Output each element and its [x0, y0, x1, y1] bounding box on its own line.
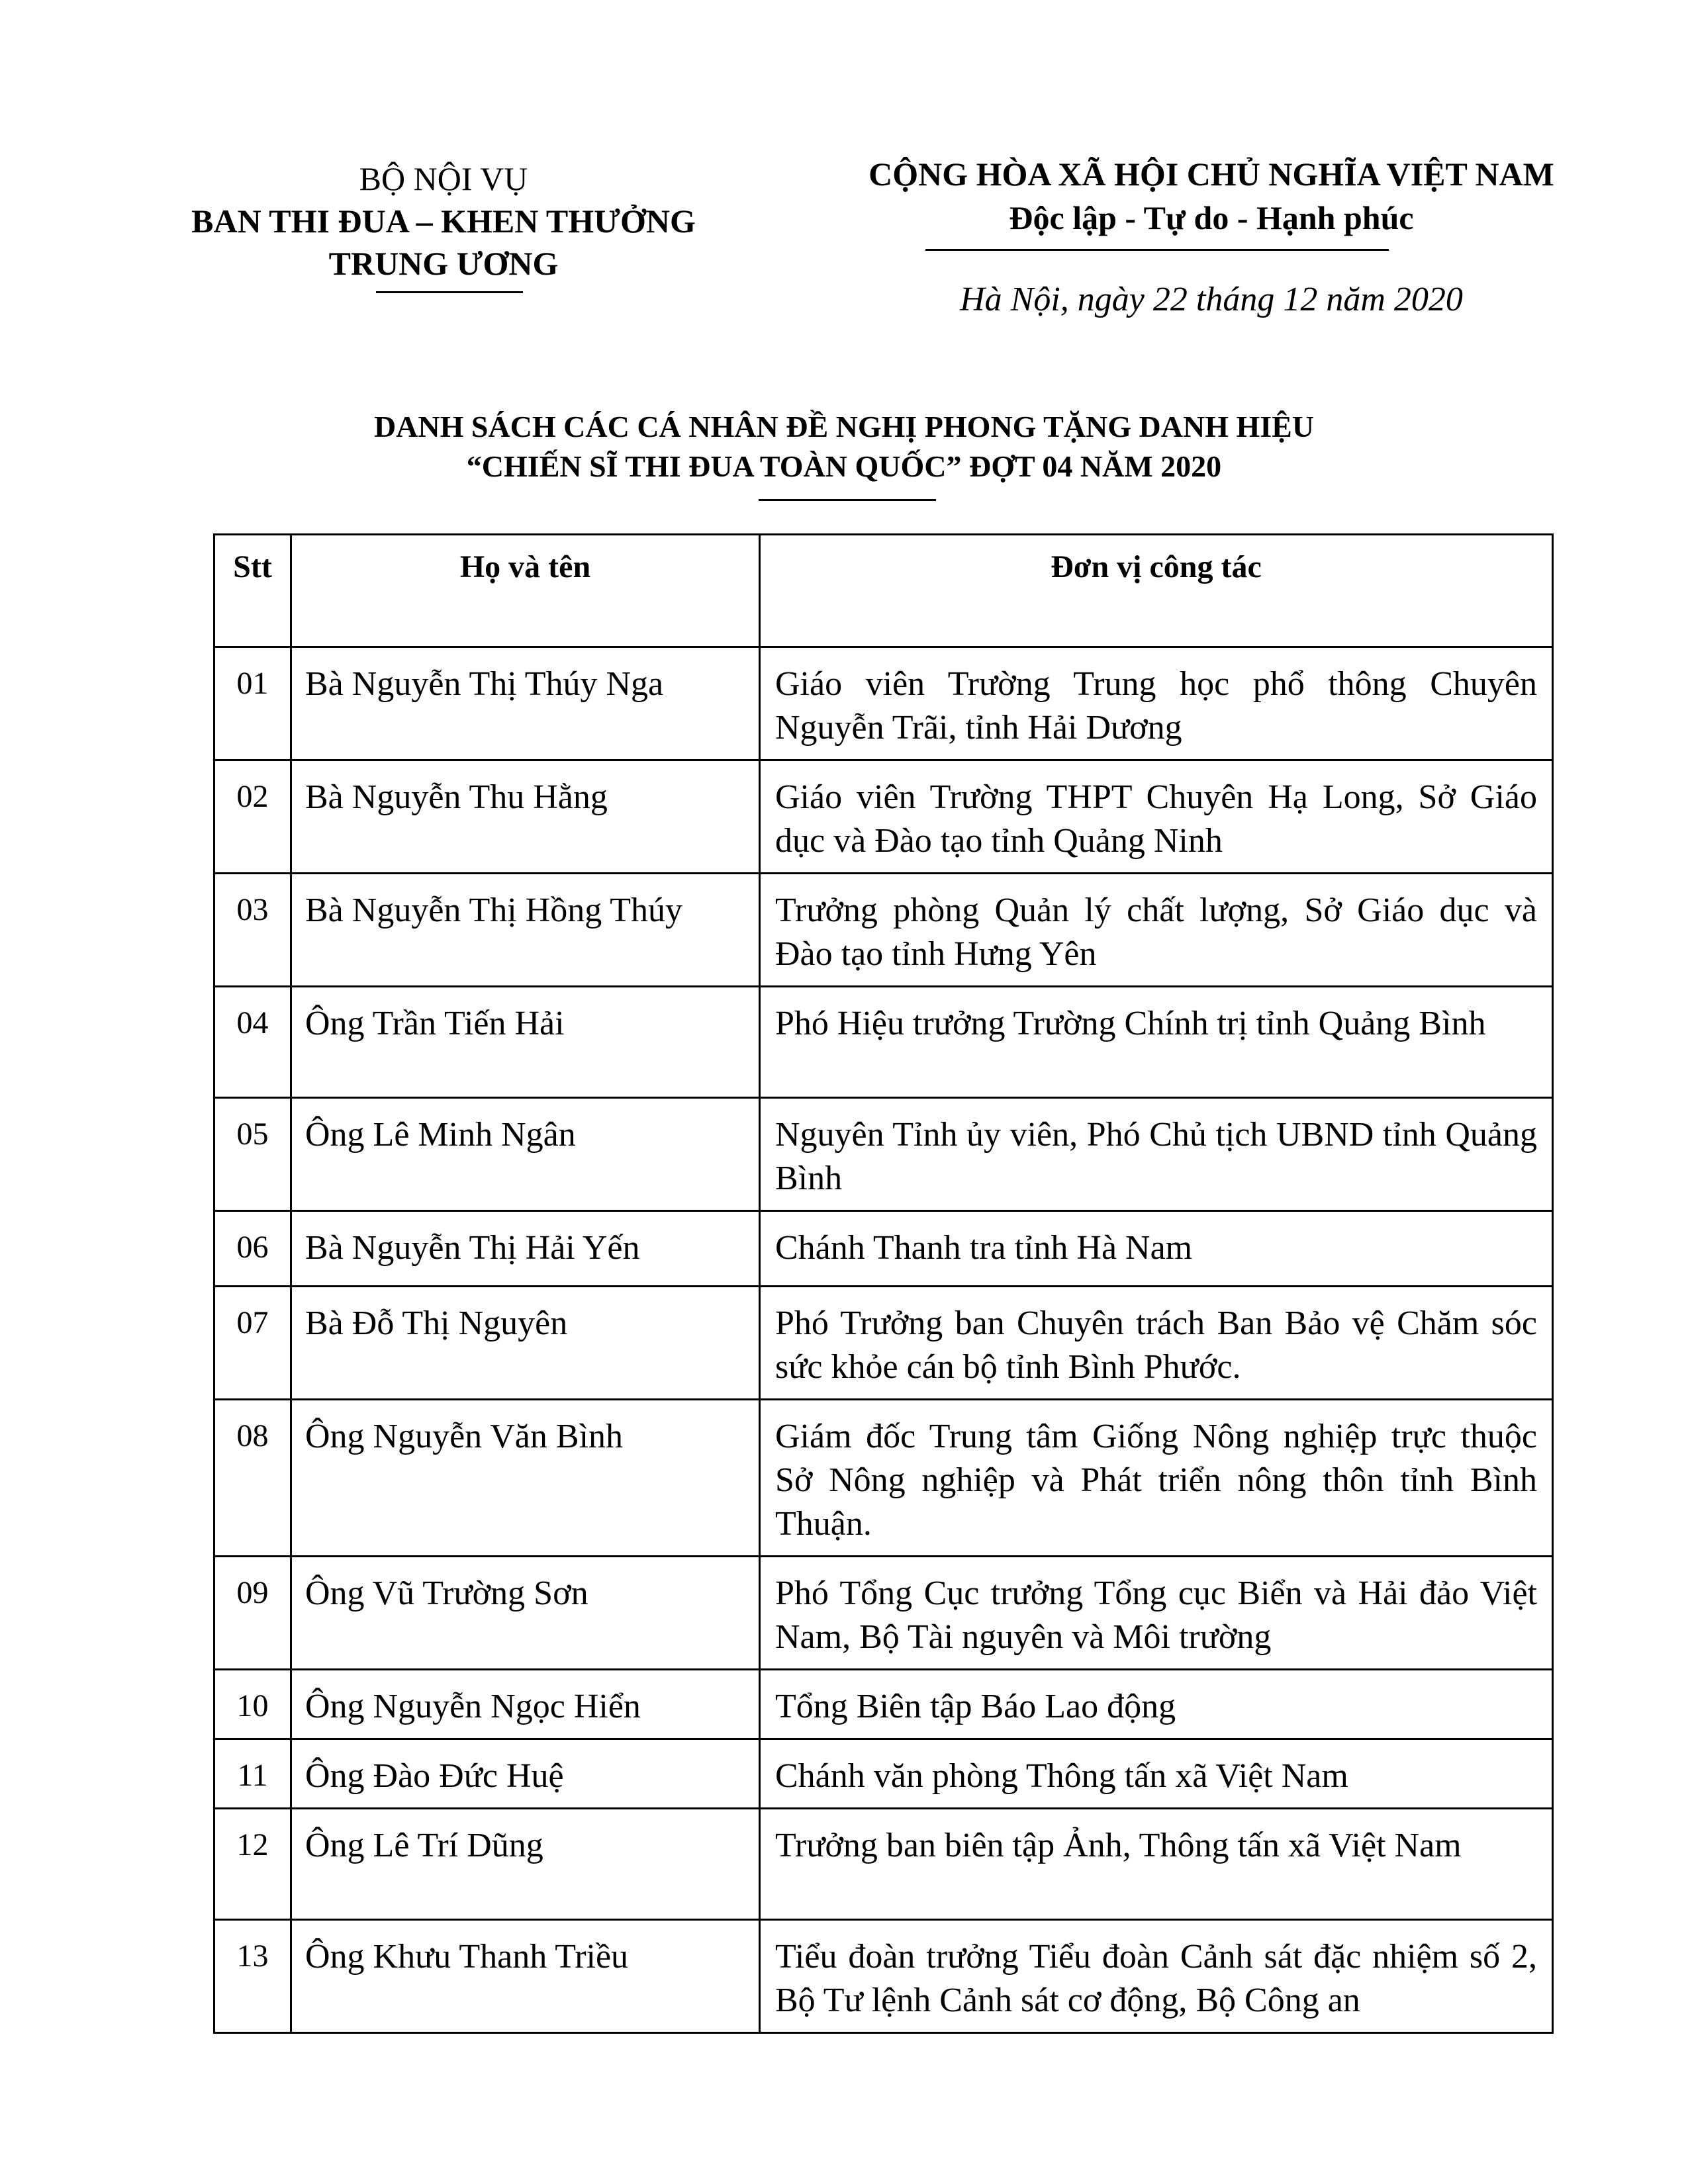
title-line1: DANH SÁCH CÁC CÁ NHÂN ĐỀ NGHỊ PHONG TẶNG DANH HIỆU: [373, 410, 1315, 443]
board-name-line1: BAN THI ĐUA – KHEN THƯỞNG: [191, 203, 696, 240]
row-stt: 09: [214, 1557, 291, 1670]
agency-underline: [376, 291, 523, 293]
table-row: [214, 647, 1553, 760]
row-name: Bà Nguyễn Thị Hồng Thúy: [291, 874, 760, 987]
row-unit: Phó Trưởng ban Chuyên trách Ban Bảo vệ Chăm sóc sức khỏe cán bộ tỉnh Bình Phước.: [760, 1287, 1553, 1400]
table-header-row: [214, 535, 1553, 647]
row-stt: 11: [214, 1739, 291, 1809]
header-name: Họ và tên: [291, 535, 760, 647]
table-row: [214, 1098, 1553, 1211]
row-unit: Tổng Biên tập Báo Lao động: [760, 1670, 1553, 1739]
row-name: Ông Vũ Trường Sơn: [291, 1557, 760, 1670]
row-name: Ông Lê Minh Ngân: [291, 1098, 760, 1211]
row-unit: Chánh văn phòng Thông tấn xã Việt Nam: [760, 1739, 1553, 1809]
document-title: [106, 407, 1582, 486]
row-stt: 03: [214, 874, 291, 987]
table-row: [214, 1809, 1553, 1920]
table-row: [214, 1400, 1553, 1557]
row-name: Bà Nguyễn Thị Thúy Nga: [291, 647, 760, 760]
row-name: Bà Nguyễn Thu Hằng: [291, 760, 760, 874]
row-stt: 05: [214, 1098, 291, 1211]
row-name: Ông Nguyễn Ngọc Hiển: [291, 1670, 760, 1739]
board-name-line2: TRUNG ƯƠNG: [328, 245, 559, 282]
title-underline: [759, 499, 936, 501]
document-date: Hà Nội, ngày 22 tháng 12 năm 2020: [960, 281, 1463, 318]
row-unit: Phó Tổng Cục trưởng Tổng cục Biển và Hải đảo Việt Nam, Bộ Tài nguyên và Môi trường: [760, 1557, 1553, 1670]
country-name: CỘNG HÒA XÃ HỘI CHỦ NGHĨA VIỆT NAM: [868, 156, 1554, 193]
table-row: [214, 1557, 1553, 1670]
table-row: [214, 760, 1553, 874]
row-name: Bà Nguyễn Thị Hải Yến: [291, 1211, 760, 1287]
header-unit: Đơn vị công tác: [760, 535, 1553, 647]
row-name: Ông Đào Đức Huệ: [291, 1739, 760, 1809]
motto-underline: [925, 249, 1389, 251]
row-name: Ông Trần Tiến Hải: [291, 987, 760, 1098]
row-stt: 02: [214, 760, 291, 874]
row-unit: Giáo viên Trường Trung học phổ thông Chuyên Nguyễn Trãi, tỉnh Hải Dương: [760, 647, 1553, 760]
row-unit: Giáo viên Trường THPT Chuyên Hạ Long, Sở Giáo dục và Đào tạo tỉnh Quảng Ninh: [760, 760, 1553, 874]
national-motto: Độc lập - Tự do - Hạnh phúc: [1009, 199, 1414, 236]
row-name: Ông Nguyễn Văn Bình: [291, 1400, 760, 1557]
table-row: [214, 1211, 1553, 1287]
row-name: Ông Khưu Thanh Triều: [291, 1920, 760, 2033]
row-unit: Trưởng phòng Quản lý chất lượng, Sở Giáo dục và Đào tạo tỉnh Hưng Yên: [760, 874, 1553, 987]
row-stt: 04: [214, 987, 291, 1098]
title-line2: “CHIẾN SĨ THI ĐUA TOÀN QUỐC” ĐỢT 04 NĂM 2020: [466, 449, 1222, 483]
national-heading: [781, 152, 1642, 240]
row-stt: 06: [214, 1211, 291, 1287]
row-stt: 07: [214, 1287, 291, 1400]
nominee-table: [213, 533, 1554, 2034]
table-row: [214, 1670, 1553, 1739]
row-unit: Phó Hiệu trưởng Trường Chính trị tỉnh Quảng Bình: [760, 987, 1553, 1098]
row-stt: 01: [214, 647, 291, 760]
table-row: [214, 1920, 1553, 2033]
row-stt: 12: [214, 1809, 291, 1920]
table-row: [214, 1287, 1553, 1400]
row-name: Ông Lê Trí Dũng: [291, 1809, 760, 1920]
row-unit: Trưởng ban biên tập Ảnh, Thông tấn xã Việt Nam: [760, 1809, 1553, 1920]
row-unit: Nguyên Tỉnh ủy viên, Phó Chủ tịch UBND tỉnh Quảng Bình: [760, 1098, 1553, 1211]
row-unit: Chánh Thanh tra tỉnh Hà Nam: [760, 1211, 1553, 1287]
table-row: [214, 987, 1553, 1098]
row-stt: 10: [214, 1670, 291, 1739]
ministry-name: BỘ NỘI VỤ: [359, 160, 528, 197]
header-stt: Stt: [214, 535, 291, 647]
table-row: [214, 874, 1553, 987]
row-stt: 08: [214, 1400, 291, 1557]
row-unit: Tiểu đoàn trưởng Tiểu đoàn Cảnh sát đặc nhiệm số 2, Bộ Tư lệnh Cảnh sát cơ động, Bộ Công an: [760, 1920, 1553, 2033]
issuing-agency: [159, 158, 728, 285]
row-name: Bà Đỗ Thị Nguyên: [291, 1287, 760, 1400]
row-unit: Giám đốc Trung tâm Giống Nông nghiệp trực thuộc Sở Nông nghiệp và Phát triển nông thôn tỉnh Bình Thuận.: [760, 1400, 1553, 1557]
table-row: [214, 1739, 1553, 1809]
row-stt: 13: [214, 1920, 291, 2033]
